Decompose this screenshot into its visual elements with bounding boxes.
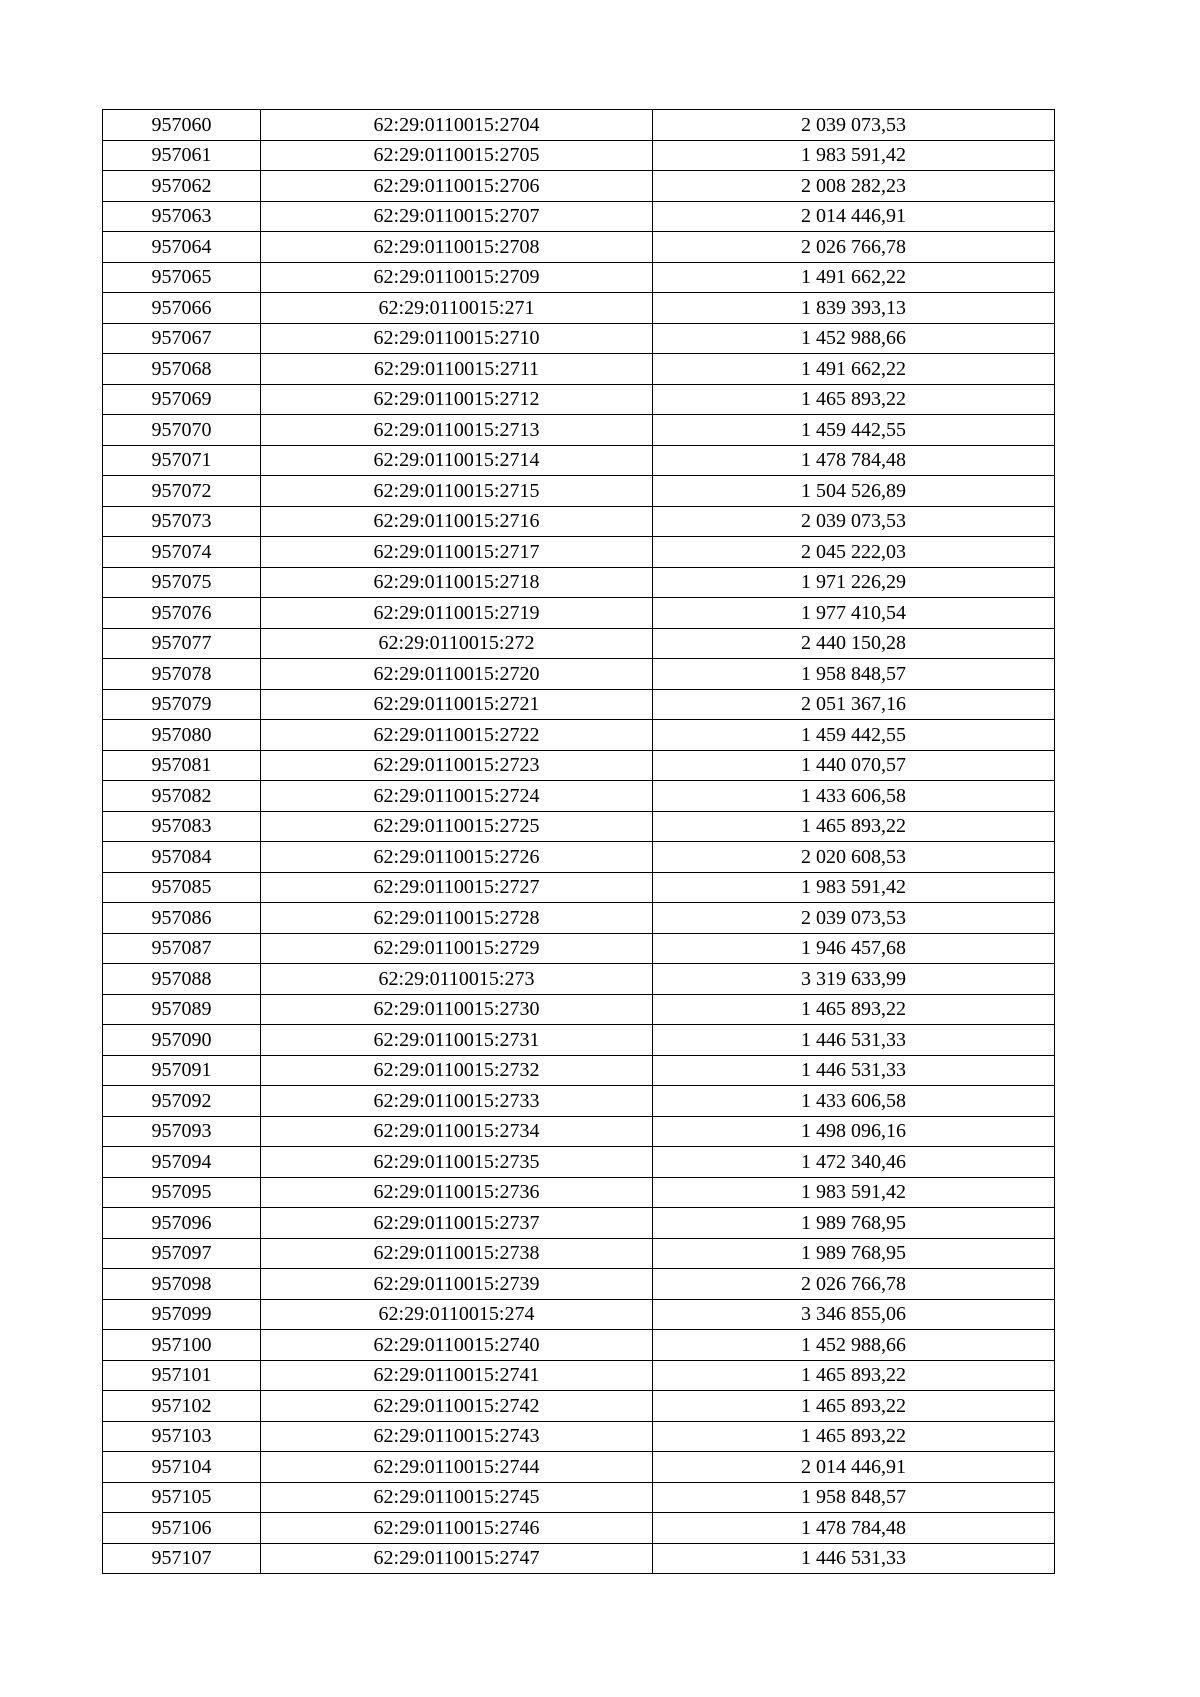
row-number-cell: 957100	[103, 1330, 261, 1361]
row-number-cell: 957061	[103, 140, 261, 171]
table-row	[103, 1086, 1055, 1117]
table-row	[103, 171, 1055, 202]
table-body	[103, 110, 1055, 1574]
cadastral-value-cell: 3 346 855,06	[653, 1299, 1055, 1330]
cadastral-number-cell: 62:29:0110015:2715	[261, 476, 653, 507]
cadastral-number-cell: 62:29:0110015:2718	[261, 567, 653, 598]
cadastral-value-cell: 1 958 848,57	[653, 659, 1055, 690]
cadastral-number-cell: 62:29:0110015:2730	[261, 994, 653, 1025]
cadastral-number-cell: 62:29:0110015:2742	[261, 1391, 653, 1422]
table-row	[103, 1360, 1055, 1391]
table-row	[103, 964, 1055, 995]
row-number-cell: 957071	[103, 445, 261, 476]
table-row	[103, 1116, 1055, 1147]
cadastral-number-cell: 62:29:0110015:2725	[261, 811, 653, 842]
row-number-cell: 957105	[103, 1482, 261, 1513]
row-number-cell: 957070	[103, 415, 261, 446]
cadastral-value-cell: 2 039 073,53	[653, 506, 1055, 537]
cadastral-value-cell: 1 983 591,42	[653, 872, 1055, 903]
cadastral-value-cell: 2 026 766,78	[653, 232, 1055, 263]
table-row	[103, 415, 1055, 446]
cadastral-number-cell: 62:29:0110015:2717	[261, 537, 653, 568]
row-number-cell: 957076	[103, 598, 261, 629]
cadastral-value-cell: 1 983 591,42	[653, 140, 1055, 171]
table-row	[103, 1055, 1055, 1086]
row-number-cell: 957092	[103, 1086, 261, 1117]
cadastral-value-cell: 2 045 222,03	[653, 537, 1055, 568]
row-number-cell: 957077	[103, 628, 261, 659]
table-row	[103, 293, 1055, 324]
table-row	[103, 872, 1055, 903]
row-number-cell: 957103	[103, 1421, 261, 1452]
cadastral-number-cell: 62:29:0110015:2747	[261, 1543, 653, 1574]
cadastral-value-cell: 1 452 988,66	[653, 323, 1055, 354]
row-number-cell: 957066	[103, 293, 261, 324]
cadastral-value-cell: 1 472 340,46	[653, 1147, 1055, 1178]
cadastral-value-cell: 3 319 633,99	[653, 964, 1055, 995]
cadastral-number-cell: 62:29:0110015:2716	[261, 506, 653, 537]
cadastral-value-cell: 1 459 442,55	[653, 720, 1055, 751]
cadastral-value-cell: 1 491 662,22	[653, 354, 1055, 385]
table-row	[103, 1452, 1055, 1483]
row-number-cell: 957107	[103, 1543, 261, 1574]
table-row	[103, 384, 1055, 415]
row-number-cell: 957062	[103, 171, 261, 202]
cadastral-number-cell: 62:29:0110015:2705	[261, 140, 653, 171]
cadastral-value-table	[102, 109, 1055, 1574]
cadastral-number-cell: 62:29:0110015:2723	[261, 750, 653, 781]
cadastral-value-cell: 1 446 531,33	[653, 1055, 1055, 1086]
cadastral-value-cell: 1 977 410,54	[653, 598, 1055, 629]
table-row	[103, 1269, 1055, 1300]
cadastral-value-cell: 1 465 893,22	[653, 1391, 1055, 1422]
cadastral-value-cell: 1 478 784,48	[653, 445, 1055, 476]
cadastral-value-cell: 1 958 848,57	[653, 1482, 1055, 1513]
table-row	[103, 1543, 1055, 1574]
cadastral-number-cell: 62:29:0110015:2711	[261, 354, 653, 385]
cadastral-number-cell: 62:29:0110015:2740	[261, 1330, 653, 1361]
cadastral-number-cell: 62:29:0110015:2708	[261, 232, 653, 263]
row-number-cell: 957074	[103, 537, 261, 568]
row-number-cell: 957065	[103, 262, 261, 293]
cadastral-number-cell: 62:29:0110015:2719	[261, 598, 653, 629]
table-row	[103, 1147, 1055, 1178]
row-number-cell: 957096	[103, 1208, 261, 1239]
table-row	[103, 1330, 1055, 1361]
cadastral-number-cell: 62:29:0110015:2721	[261, 689, 653, 720]
cadastral-value-cell: 1 465 893,22	[653, 994, 1055, 1025]
cadastral-value-cell: 2 026 766,78	[653, 1269, 1055, 1300]
table-row	[103, 476, 1055, 507]
cadastral-number-cell: 62:29:0110015:2736	[261, 1177, 653, 1208]
cadastral-number-cell: 62:29:0110015:2746	[261, 1513, 653, 1544]
cadastral-number-cell: 62:29:0110015:2707	[261, 201, 653, 232]
row-number-cell: 957072	[103, 476, 261, 507]
table-row	[103, 1238, 1055, 1269]
cadastral-number-cell: 62:29:0110015:2733	[261, 1086, 653, 1117]
row-number-cell: 957086	[103, 903, 261, 934]
row-number-cell: 957079	[103, 689, 261, 720]
cadastral-value-cell: 2 014 446,91	[653, 1452, 1055, 1483]
cadastral-value-cell: 1 433 606,58	[653, 781, 1055, 812]
cadastral-number-cell: 62:29:0110015:2729	[261, 933, 653, 964]
cadastral-value-cell: 1 491 662,22	[653, 262, 1055, 293]
cadastral-value-cell: 2 051 367,16	[653, 689, 1055, 720]
table-row	[103, 628, 1055, 659]
cadastral-number-cell: 62:29:0110015:2722	[261, 720, 653, 751]
row-number-cell: 957064	[103, 232, 261, 263]
cadastral-number-cell: 62:29:0110015:2738	[261, 1238, 653, 1269]
table-row	[103, 262, 1055, 293]
cadastral-number-cell: 62:29:0110015:271	[261, 293, 653, 324]
cadastral-number-cell: 62:29:0110015:274	[261, 1299, 653, 1330]
table-row	[103, 1482, 1055, 1513]
row-number-cell: 957089	[103, 994, 261, 1025]
cadastral-number-cell: 62:29:0110015:2709	[261, 262, 653, 293]
table-row	[103, 110, 1055, 141]
row-number-cell: 957093	[103, 1116, 261, 1147]
table-row	[103, 445, 1055, 476]
cadastral-number-cell: 62:29:0110015:2712	[261, 384, 653, 415]
row-number-cell: 957095	[103, 1177, 261, 1208]
cadastral-value-cell: 2 008 282,23	[653, 171, 1055, 202]
table-row	[103, 1025, 1055, 1056]
table-row	[103, 1177, 1055, 1208]
row-number-cell: 957075	[103, 567, 261, 598]
cadastral-number-cell: 62:29:0110015:2734	[261, 1116, 653, 1147]
row-number-cell: 957082	[103, 781, 261, 812]
cadastral-value-cell: 1 433 606,58	[653, 1086, 1055, 1117]
cadastral-value-cell: 2 020 608,53	[653, 842, 1055, 873]
cadastral-number-cell: 62:29:0110015:2726	[261, 842, 653, 873]
row-number-cell: 957068	[103, 354, 261, 385]
cadastral-value-cell: 1 465 893,22	[653, 1360, 1055, 1391]
table-row	[103, 781, 1055, 812]
row-number-cell: 957106	[103, 1513, 261, 1544]
table-row	[103, 323, 1055, 354]
cadastral-value-cell: 1 465 893,22	[653, 384, 1055, 415]
cadastral-number-cell: 62:29:0110015:2720	[261, 659, 653, 690]
row-number-cell: 957098	[103, 1269, 261, 1300]
row-number-cell: 957073	[103, 506, 261, 537]
cadastral-number-cell: 62:29:0110015:2728	[261, 903, 653, 934]
row-number-cell: 957094	[103, 1147, 261, 1178]
cadastral-value-cell: 1 446 531,33	[653, 1543, 1055, 1574]
cadastral-value-cell: 1 983 591,42	[653, 1177, 1055, 1208]
table-row	[103, 689, 1055, 720]
cadastral-number-cell: 62:29:0110015:2745	[261, 1482, 653, 1513]
table-row	[103, 659, 1055, 690]
cadastral-number-cell: 62:29:0110015:2724	[261, 781, 653, 812]
table-row	[103, 1208, 1055, 1239]
cadastral-number-cell: 62:29:0110015:2739	[261, 1269, 653, 1300]
row-number-cell: 957088	[103, 964, 261, 995]
table-row	[103, 201, 1055, 232]
row-number-cell: 957085	[103, 872, 261, 903]
row-number-cell: 957083	[103, 811, 261, 842]
row-number-cell: 957080	[103, 720, 261, 751]
cadastral-number-cell: 62:29:0110015:273	[261, 964, 653, 995]
table-row	[103, 354, 1055, 385]
cadastral-number-cell: 62:29:0110015:272	[261, 628, 653, 659]
table-row	[103, 598, 1055, 629]
cadastral-value-cell: 2 440 150,28	[653, 628, 1055, 659]
table-row	[103, 1299, 1055, 1330]
cadastral-value-cell: 2 039 073,53	[653, 903, 1055, 934]
table-row	[103, 1421, 1055, 1452]
cadastral-number-cell: 62:29:0110015:2741	[261, 1360, 653, 1391]
cadastral-number-cell: 62:29:0110015:2714	[261, 445, 653, 476]
row-number-cell: 957078	[103, 659, 261, 690]
cadastral-value-cell: 1 459 442,55	[653, 415, 1055, 446]
cadastral-number-cell: 62:29:0110015:2710	[261, 323, 653, 354]
row-number-cell: 957063	[103, 201, 261, 232]
row-number-cell: 957104	[103, 1452, 261, 1483]
cadastral-number-cell: 62:29:0110015:2735	[261, 1147, 653, 1178]
cadastral-value-cell: 1 446 531,33	[653, 1025, 1055, 1056]
cadastral-value-cell: 1 946 457,68	[653, 933, 1055, 964]
cadastral-value-cell: 1 478 784,48	[653, 1513, 1055, 1544]
cadastral-number-cell: 62:29:0110015:2731	[261, 1025, 653, 1056]
cadastral-value-cell: 2 014 446,91	[653, 201, 1055, 232]
cadastral-number-cell: 62:29:0110015:2706	[261, 171, 653, 202]
cadastral-value-cell: 1 440 070,57	[653, 750, 1055, 781]
cadastral-value-cell: 1 839 393,13	[653, 293, 1055, 324]
table-row	[103, 994, 1055, 1025]
table-row	[103, 140, 1055, 171]
cadastral-value-cell: 2 039 073,53	[653, 110, 1055, 141]
row-number-cell: 957060	[103, 110, 261, 141]
table-row	[103, 537, 1055, 568]
cadastral-value-cell: 1 452 988,66	[653, 1330, 1055, 1361]
row-number-cell: 957102	[103, 1391, 261, 1422]
table-row	[103, 232, 1055, 263]
table-row	[103, 567, 1055, 598]
cadastral-number-cell: 62:29:0110015:2744	[261, 1452, 653, 1483]
table-row	[103, 811, 1055, 842]
row-number-cell: 957067	[103, 323, 261, 354]
cadastral-value-cell: 1 465 893,22	[653, 811, 1055, 842]
cadastral-number-cell: 62:29:0110015:2713	[261, 415, 653, 446]
table-row	[103, 1513, 1055, 1544]
cadastral-number-cell: 62:29:0110015:2704	[261, 110, 653, 141]
table-row	[103, 1391, 1055, 1422]
row-number-cell: 957101	[103, 1360, 261, 1391]
table-row	[103, 933, 1055, 964]
row-number-cell: 957091	[103, 1055, 261, 1086]
cadastral-value-cell: 1 971 226,29	[653, 567, 1055, 598]
cadastral-value-cell: 1 504 526,89	[653, 476, 1055, 507]
row-number-cell: 957099	[103, 1299, 261, 1330]
cadastral-number-cell: 62:29:0110015:2737	[261, 1208, 653, 1239]
row-number-cell: 957090	[103, 1025, 261, 1056]
row-number-cell: 957084	[103, 842, 261, 873]
cadastral-value-cell: 1 989 768,95	[653, 1238, 1055, 1269]
row-number-cell: 957097	[103, 1238, 261, 1269]
table-row	[103, 842, 1055, 873]
table-row	[103, 903, 1055, 934]
table-row	[103, 720, 1055, 751]
row-number-cell: 957081	[103, 750, 261, 781]
row-number-cell: 957069	[103, 384, 261, 415]
table-row	[103, 506, 1055, 537]
cadastral-value-cell: 1 989 768,95	[653, 1208, 1055, 1239]
cadastral-number-cell: 62:29:0110015:2743	[261, 1421, 653, 1452]
cadastral-number-cell: 62:29:0110015:2727	[261, 872, 653, 903]
table-row	[103, 750, 1055, 781]
cadastral-value-cell: 1 465 893,22	[653, 1421, 1055, 1452]
cadastral-value-cell: 1 498 096,16	[653, 1116, 1055, 1147]
row-number-cell: 957087	[103, 933, 261, 964]
cadastral-number-cell: 62:29:0110015:2732	[261, 1055, 653, 1086]
